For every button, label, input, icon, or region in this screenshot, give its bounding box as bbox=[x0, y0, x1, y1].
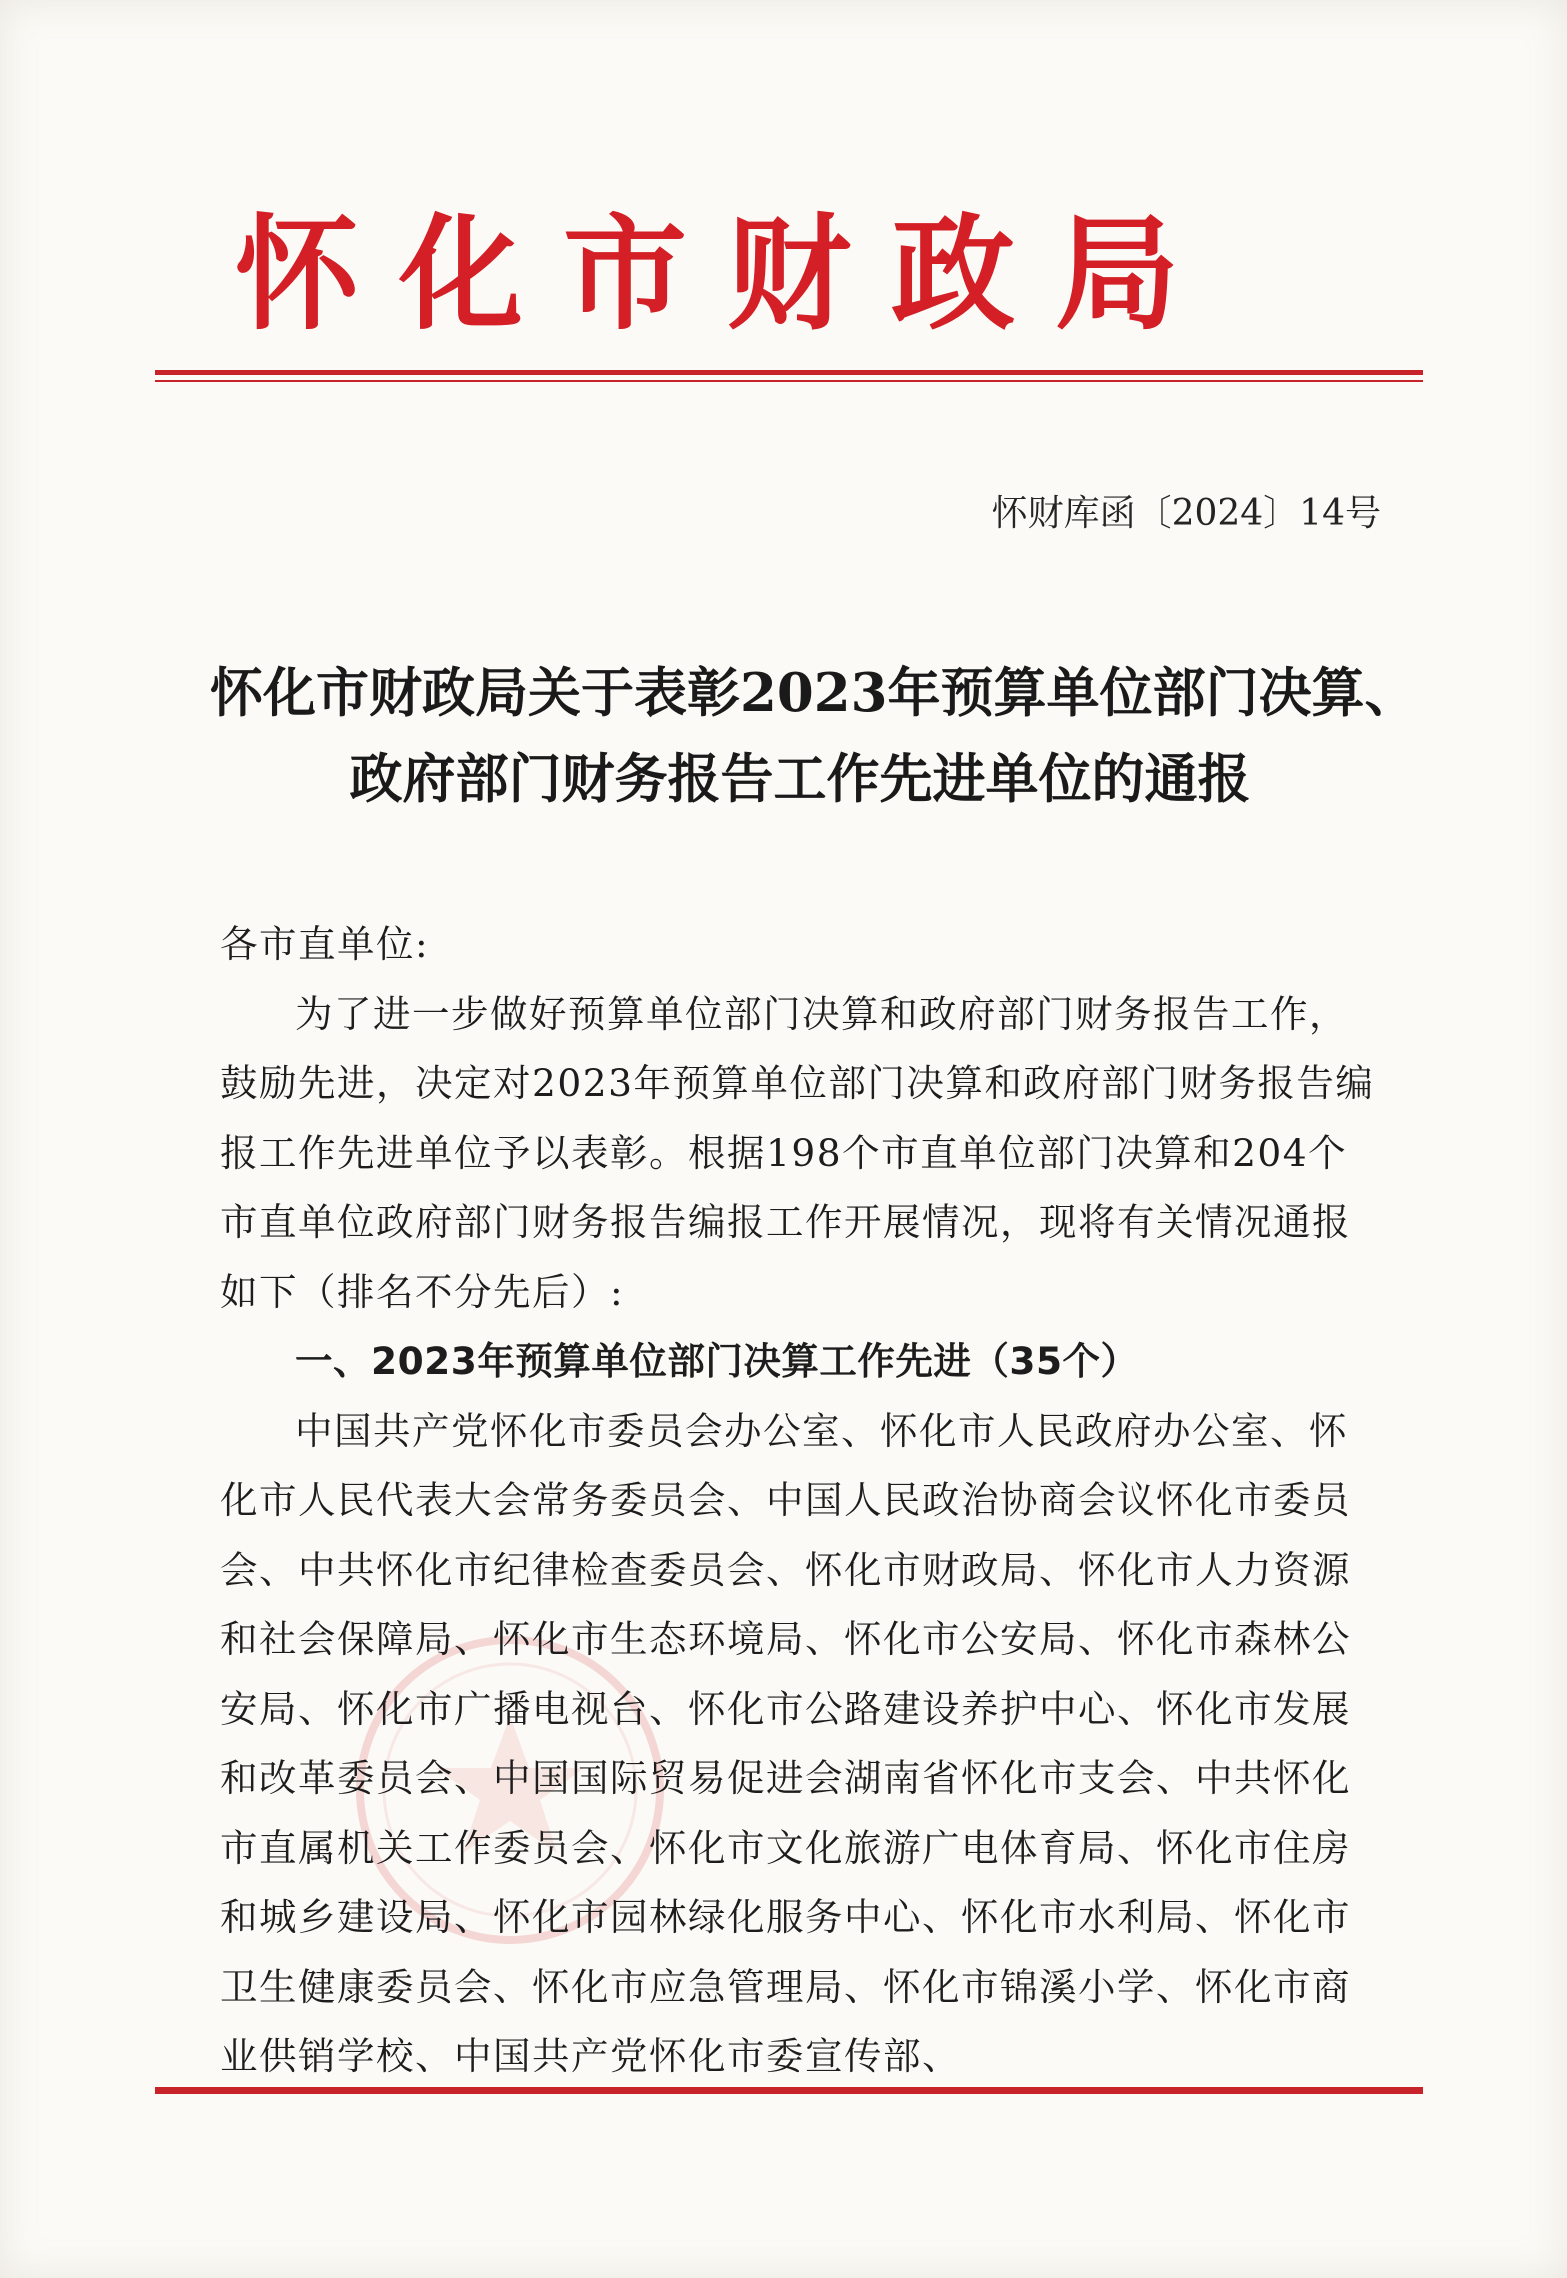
addressee: 各市直单位: bbox=[220, 922, 430, 966]
header-red-rule-thick bbox=[155, 370, 1423, 375]
document-body bbox=[220, 910, 1380, 2092]
issuer-header: 怀化市财政局 bbox=[235, 202, 1220, 347]
notice-title-line-2: 政府部门财务报告工作先进单位的通报 bbox=[349, 748, 1251, 810]
footer-red-rule-thick bbox=[155, 2089, 1423, 2094]
section-one-list: 中国共产党怀化市委员会办公室、怀化市人民政府办公室、怀化市人民代表大会常务委员会、中国人民政治协商会议怀化市委员会、中共怀化市纪律检查委员会、怀化市财政局、怀化市人力资源和社会保障局、怀化市生态环境局、怀化市公安局、怀化市森林公安局、怀化市广播电视台、怀化市公路建设养护中心、怀化市发展和改革委员会、中国国际贸易促进会湖南省怀化市支会、中共怀化市直属机关工作委员会、怀化市文化旅游广电体育局、怀化市住房和城乡建设局、怀化市园林绿化服务中心、怀化市水利局、怀化市卫生健康委员会、怀化市应急管理局、怀化市锦溪小学、怀化市商业供销学校、中国共产党怀化市委宣传部、 bbox=[220, 1408, 1351, 2078]
intro-paragraph: 为了进一步做好预算单位部门决算和政府部门财务报告工作，鼓励先进，决定对2023年预算单位部门决算和政府部门财务报告编报工作先进单位予以表彰。根据198个市直单位部门决算和204个市直单位政府部门财务报告编报工作开展情况，现将有关情况通报如下（排名不分先后）: bbox=[220, 991, 1375, 1314]
document-number: 怀财库函〔2024〕14号 bbox=[991, 493, 1381, 534]
section-one-heading: 一、2023年预算单位部门决算工作先进（35个） bbox=[295, 1339, 1139, 1383]
notice-title-line-1: 怀化市财政局关于表彰2023年预算单位部门决算、 bbox=[210, 662, 1418, 724]
notice-title bbox=[210, 650, 1418, 822]
header-red-rule-thin bbox=[155, 380, 1423, 382]
